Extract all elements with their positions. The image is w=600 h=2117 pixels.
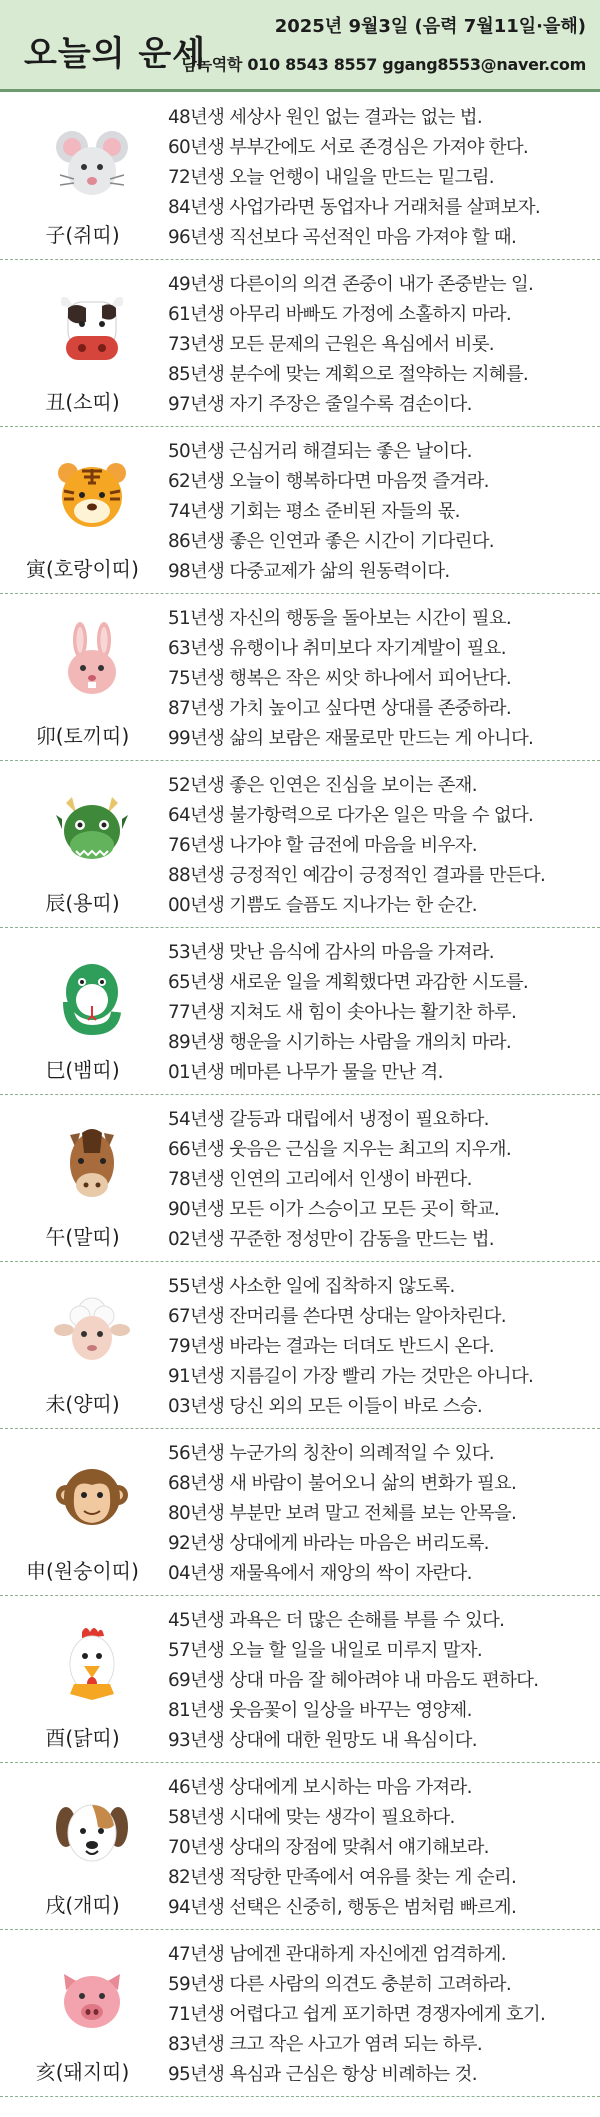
fortune-line: 95년생 욕심과 근심은 항상 비례하는 것.	[168, 2064, 477, 2085]
zodiac-animal	[0, 1763, 165, 1930]
zodiac-label: 巳(뱀띠)	[45, 1058, 120, 1082]
header	[0, 0, 600, 92]
fortune-line: 96년생 직선보다 곡선적인 마음 가져야 할 때.	[168, 227, 517, 248]
fortune-line: 59년생 다른 사람의 의견도 충분히 고려하라.	[168, 1974, 511, 1995]
dragon-icon	[52, 789, 132, 869]
zodiac-animal	[0, 427, 165, 594]
fortune-lines	[168, 1439, 598, 1589]
fortune-line: 79년생 바라는 결과는 더뎌도 반드시 온다.	[168, 1336, 494, 1357]
fortune-line: 78년생 인연의 고리에서 인생이 바뀐다.	[168, 1169, 472, 1190]
fortune-lines	[168, 1940, 598, 2090]
rooster-icon	[52, 1624, 132, 1704]
fortune-line: 00년생 기쁨도 슬픔도 지나가는 한 순간.	[168, 895, 477, 916]
fortune-line: 46년생 상대에게 보시하는 마음 가져라.	[168, 1777, 472, 1798]
fortune-line: 57년생 오늘 할 일을 내일로 미루지 말자.	[168, 1640, 483, 1661]
zodiac-row	[0, 93, 600, 260]
zodiac-label: 亥(돼지띠)	[35, 2060, 130, 2084]
zodiac-animal	[0, 1095, 165, 1262]
zodiac-row	[0, 1262, 600, 1429]
fortune-line: 58년생 시대에 맞는 생각이 필요하다.	[168, 1807, 455, 1828]
fortune-line: 80년생 부분만 보려 말고 전체를 보는 안목을.	[168, 1503, 517, 1524]
fortune-line: 97년생 자기 주장은 줄일수록 겸손이다.	[168, 394, 472, 415]
zodiac-row	[0, 1429, 600, 1596]
horse-icon	[52, 1123, 132, 1203]
zodiac-animal	[0, 594, 165, 761]
fortune-line: 83년생 크고 작은 사고가 염려 되는 하루.	[168, 2034, 483, 2055]
zodiac-label: 寅(호랑이띠)	[26, 557, 139, 581]
fortune-line: 04년생 재물욕에서 재앙의 싹이 자란다.	[168, 1563, 472, 1584]
fortune-line: 82년생 적당한 만족에서 여유를 찾는 게 순리.	[168, 1867, 517, 1888]
fortune-line: 65년생 새로운 일을 계획했다면 과감한 시도를.	[168, 972, 529, 993]
fortune-line: 47년생 남에겐 관대하게 자신에겐 엄격하게.	[168, 1944, 506, 1965]
fortune-line: 81년생 웃음꽃이 일상을 바꾸는 영양제.	[168, 1700, 472, 1721]
ox-icon	[52, 288, 132, 368]
fortune-line: 50년생 근심거리 해결되는 좋은 날이다.	[168, 441, 472, 462]
fortune-line: 98년생 다중교제가 삶의 원동력이다.	[168, 561, 450, 582]
zodiac-label: 午(말띠)	[45, 1225, 120, 1249]
fortune-line: 91년생 지름길이 가장 빨리 가는 것만은 아니다.	[168, 1366, 534, 1387]
zodiac-animal	[0, 1262, 165, 1429]
sheep-icon	[52, 1290, 132, 1370]
fortune-line: 73년생 모든 문제의 근원은 욕심에서 비롯.	[168, 334, 494, 355]
fortune-line: 74년생 기회는 평소 준비된 자들의 몫.	[168, 501, 460, 522]
zodiac-row	[0, 1763, 600, 1930]
fortune-line: 62년생 오늘이 행복하다면 마음껏 즐겨라.	[168, 471, 489, 492]
dog-icon	[52, 1791, 132, 1871]
zodiac-label: 卯(토끼띠)	[35, 724, 130, 748]
fortune-line: 56년생 누군가의 칭찬이 의례적일 수 있다.	[168, 1443, 494, 1464]
fortune-line: 03년생 당신 외의 모든 이들이 바로 스승.	[168, 1396, 483, 1417]
tiger-icon	[52, 455, 132, 535]
fortune-line: 55년생 사소한 일에 집착하지 않도록.	[168, 1276, 455, 1297]
fortune-line: 48년생 세상사 원인 없는 결과는 없는 법.	[168, 107, 483, 128]
zodiac-label: 子(쥐띠)	[45, 223, 120, 247]
zodiac-row	[0, 1596, 600, 1763]
zodiac-animal	[0, 1429, 165, 1596]
fortune-line: 60년생 부부간에도 서로 존경심은 가져야 한다.	[168, 137, 529, 158]
fortune-lines	[168, 1606, 598, 1756]
fortune-line: 88년생 긍정적인 예감이 긍정적인 결과를 만든다.	[168, 865, 546, 886]
page-title: 오늘의 운세	[24, 34, 207, 74]
fortune-line: 89년생 행운을 시기하는 사람을 개의치 마라.	[168, 1032, 511, 1053]
fortune-line: 53년생 맛난 음식에 감사의 마음을 가져라.	[168, 942, 494, 963]
fortune-line: 01년생 메마른 나무가 물을 만난 격.	[168, 1062, 443, 1083]
zodiac-row	[0, 1095, 600, 1262]
zodiac-label: 酉(닭띠)	[45, 1726, 120, 1750]
zodiac-animal	[0, 1930, 165, 2097]
fortune-lines	[168, 938, 598, 1088]
zodiac-row	[0, 761, 600, 928]
fortune-line: 45년생 과욕은 더 많은 손해를 부를 수 있다.	[168, 1610, 505, 1631]
fortune-line: 52년생 좋은 인연은 진심을 보이는 존재.	[168, 775, 477, 796]
fortune-lines	[168, 103, 598, 253]
fortune-line: 70년생 상대의 장점에 맞춰서 얘기해보라.	[168, 1837, 489, 1858]
fortune-line: 61년생 아무리 바빠도 가정에 소홀하지 마라.	[168, 304, 511, 325]
fortune-lines	[168, 270, 598, 420]
fortune-lines	[168, 1773, 598, 1923]
fortune-line: 69년생 상대 마음 잘 헤아려야 내 마음도 편하다.	[168, 1670, 539, 1691]
fortune-lines	[168, 437, 598, 587]
zodiac-animal	[0, 761, 165, 928]
zodiac-row	[0, 1930, 600, 2097]
zodiac-label: 戌(개띠)	[45, 1893, 120, 1917]
snake-icon	[52, 956, 132, 1036]
zodiac-animal	[0, 928, 165, 1095]
fortune-line: 51년생 자신의 행동을 돌아보는 시간이 필요.	[168, 608, 511, 629]
fortune-line: 86년생 좋은 인연과 좋은 시간이 기다린다.	[168, 531, 494, 552]
fortune-line: 90년생 모든 이가 스승이고 모든 곳이 학교.	[168, 1199, 500, 1220]
pig-icon	[52, 1958, 132, 2038]
date-line: 2025년 9월3일 (음력 7월11일·을해)	[274, 16, 586, 37]
fortune-line: 68년생 새 바람이 불어오니 삶의 변화가 필요.	[168, 1473, 517, 1494]
fortune-lines	[168, 604, 598, 754]
fortune-line: 94년생 선택은 신중히, 행동은 범처럼 빠르게.	[168, 1897, 517, 1918]
fortune-line: 64년생 불가항력으로 다가온 일은 막을 수 없다.	[168, 805, 534, 826]
fortune-line: 85년생 분수에 맞는 계획으로 절약하는 지혜를.	[168, 364, 529, 385]
zodiac-row	[0, 594, 600, 761]
zodiac-label: 丑(소띠)	[45, 390, 120, 414]
rabbit-icon	[52, 622, 132, 702]
zodiac-animal	[0, 93, 165, 260]
rat-icon	[52, 121, 132, 201]
fortune-line: 67년생 잔머리를 쓴다면 상대는 알아차린다.	[168, 1306, 506, 1327]
zodiac-row	[0, 427, 600, 594]
fortune-line: 76년생 나가야 할 금전에 마음을 비우자.	[168, 835, 477, 856]
fortune-lines	[168, 1272, 598, 1422]
fortune-line: 92년생 상대에게 바라는 마음은 버리도록.	[168, 1533, 489, 1554]
fortune-line: 99년생 삶의 보람은 재물로만 만드는 게 아니다.	[168, 728, 534, 749]
fortune-line: 63년생 유행이나 취미보다 자기계발이 필요.	[168, 638, 506, 659]
zodiac-animal	[0, 1596, 165, 1763]
fortune-line: 66년생 웃음은 근심을 지우는 최고의 지우개.	[168, 1139, 511, 1160]
fortune-line: 72년생 오늘 언행이 내일을 만드는 밑그림.	[168, 167, 494, 188]
zodiac-animal	[0, 260, 165, 427]
fortune-line: 87년생 가치 높이고 싶다면 상대를 존중하라.	[168, 698, 511, 719]
fortune-line: 75년생 행복은 작은 씨앗 하나에서 피어난다.	[168, 668, 511, 689]
zodiac-row	[0, 260, 600, 427]
fortune-line: 02년생 꾸준한 정성만이 감동을 만드는 법.	[168, 1229, 494, 1250]
fortune-line: 77년생 지쳐도 새 힘이 솟아나는 활기찬 하루.	[168, 1002, 517, 1023]
contact-line: 담녹역학 010 8543 8557 ggang8553@naver.com	[181, 55, 586, 74]
zodiac-label: 申(원숭이띠)	[26, 1559, 139, 1583]
zodiac-label: 辰(용띠)	[45, 891, 120, 915]
fortune-lines	[168, 771, 598, 921]
fortune-line: 84년생 사업가라면 동업자나 거래처를 살펴보자.	[168, 197, 540, 218]
fortune-line: 54년생 갈등과 대립에서 냉정이 필요하다.	[168, 1109, 489, 1130]
fortune-line: 49년생 다른이의 의견 존중이 내가 존중받는 일.	[168, 274, 534, 295]
zodiac-label: 未(양띠)	[45, 1392, 120, 1416]
fortune-lines	[168, 1105, 598, 1255]
monkey-icon	[52, 1457, 132, 1537]
fortune-line: 71년생 어렵다고 쉽게 포기하면 경쟁자에게 호기.	[168, 2004, 546, 2025]
fortune-line: 93년생 상대에 대한 원망도 내 욕심이다.	[168, 1730, 477, 1751]
zodiac-row	[0, 928, 600, 1095]
